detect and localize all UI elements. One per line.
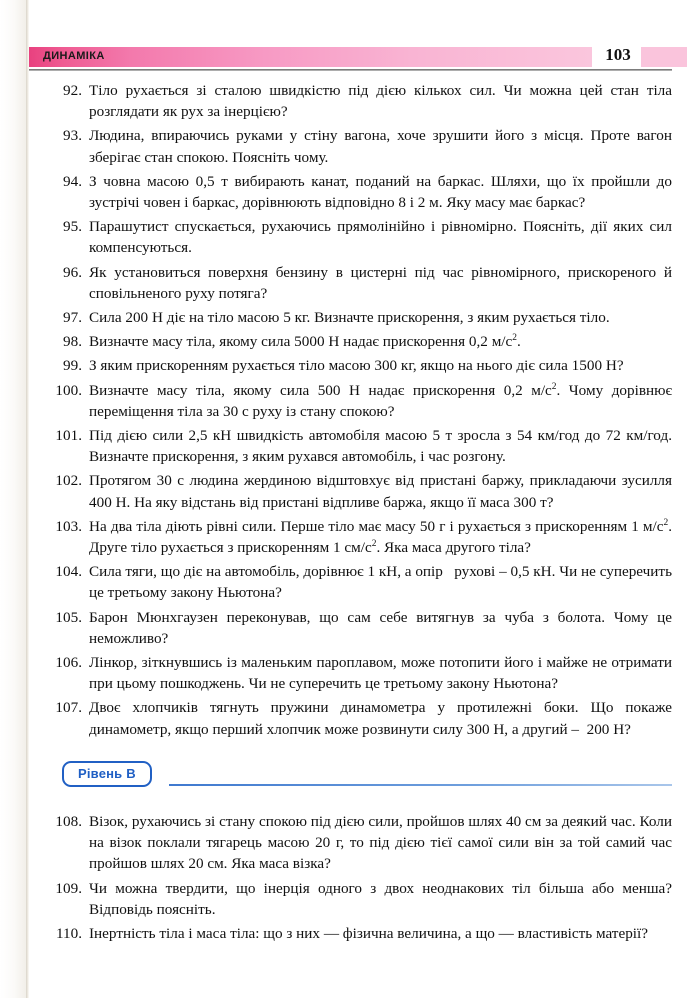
problem-text: На два тіла діють рівні сили. Перше тіло має масу 50 г і рухається з прискоренням 1 $м/с^2$. Друге тіло рухається з прискоренням 1 $см/с^2$. Яка маса другого тіла? <box>89 517 672 557</box>
problem-number: 96. <box>63 263 82 281</box>
problem-text: Як установиться поверхня бензину в цистерні під час рівномірного, прискореного й сповільненого руху потяга? <box>89 263 672 302</box>
problem-number: 103. <box>55 517 82 535</box>
problem-item <box>29 353 672 376</box>
problem-list-level-a <box>29 78 672 740</box>
problem-text: Двоє хлопчиків тягнуть пружини динамометра у протилежні боки. Що покаже динамометр, якщо перший хлопчик може розвинути силу 300 Н, а другий – 200 Н? <box>89 699 672 738</box>
problem-item <box>29 305 672 328</box>
problem-number: 93. <box>63 127 82 145</box>
problem-item <box>29 876 672 920</box>
page-number: 103 <box>597 43 639 68</box>
problem-text: Протягом 30 с людина жердиною відштовхує від пристані баржу, прикладаючи зусилля 400 Н. На яку відстань від пристані відпливе баржа, якщо її маса 300 т? <box>89 472 672 511</box>
problem-item <box>29 123 672 167</box>
level-divider-rule <box>169 784 672 786</box>
problem-item <box>29 329 672 352</box>
level-badge: Рівень В <box>62 761 152 787</box>
problem-number: 107. <box>55 699 82 717</box>
problem-number: 109. <box>55 879 82 897</box>
problem-text: Парашутист спускається, рухаючись прямолінійно і рівномірно. Поясніть, дії яких сил компенсуються. <box>89 218 672 257</box>
header-divider-rule <box>29 69 672 71</box>
problem-text: Чи можна твердити, що інерція одного з двох неоднакових тіл більша або менша? Відповідь поясніть. <box>89 879 672 918</box>
problem-item <box>29 605 672 649</box>
problem-number: 100. <box>55 381 82 399</box>
problem-number: 108. <box>55 812 82 830</box>
problem-number: 105. <box>55 608 82 626</box>
page-header <box>29 47 672 69</box>
problem-number: 110. <box>55 924 82 942</box>
level-section-marker <box>29 761 672 791</box>
problem-text: Визначте масу тіла, якому сила 5000 Н надає прискорення 0,2 $м/с^2$. <box>89 333 521 351</box>
problem-number: 99. <box>63 357 82 375</box>
problem-number: 106. <box>55 654 82 672</box>
problem-text: З човна масою 0,5 т вибирають канат, поданий на баркас. Шляхи, що їх пройшли до зустрічі човен і баркас, дорівнюють відповідно 8 і 2 м. Яку масу має баркас? <box>89 172 672 212</box>
problem-text: Інертність тіла і маса тіла: що з них — фізична величина, а що — властивість матерії? <box>89 924 648 942</box>
problem-number: 97. <box>63 309 82 327</box>
problem-text: Людина, впираючись руками у стіну вагона, хоче зрушити його з місця. Проте вагон зберігає стан спокою. Поясніть чому. <box>89 127 672 166</box>
problem-number: 95. <box>63 218 82 236</box>
problem-number: 101. <box>55 427 82 445</box>
problem-number: 92. <box>63 82 82 99</box>
problem-text: Визначте масу тіла, якому сила 500 Н надає прискорення 0,2 $м/с^2$. Чому дорівнює переміщення тіла за 30 с руху із стану спокою? <box>89 381 672 420</box>
problem-text: Сила 200 Н діє на тіло масою 5 кг. Визначте прискорення, з яким рухається тіло. <box>89 309 610 327</box>
problem-item <box>29 378 672 422</box>
problem-text: Тіло рухається зі сталою швидкістю під дією кількох сил. Чи можна цей стан тіла розглядати як рух за інерцією? <box>89 82 672 121</box>
problem-item <box>29 260 672 304</box>
problem-number: 94. <box>63 172 82 190</box>
problem-text: Барон Мюнхгаузен переконував, що сам себе витягнув за чуба з болота. Чому це неможливо? <box>89 608 672 647</box>
problem-item <box>29 921 672 944</box>
problem-number: 102. <box>55 472 82 490</box>
problem-item <box>29 650 672 694</box>
problem-text: З яким прискоренням рухається тіло масою 300 кг, якщо на нього діє сила 1500 Н? <box>89 357 624 375</box>
problem-item <box>29 214 672 258</box>
problem-item <box>29 169 672 213</box>
problem-item <box>29 809 672 875</box>
problem-item <box>29 514 672 558</box>
problem-item <box>29 559 672 603</box>
section-title: ДИНАМІКА <box>43 50 105 62</box>
problem-list-level-b <box>29 809 672 944</box>
problem-text: Сила тяги, що діє на автомобіль, дорівнює 1 кН, а опір рухові – 0,5 кН. Чи не суперечить це третьому закону Ньютона? <box>89 563 672 602</box>
problem-number: 98. <box>63 333 82 351</box>
problem-number: 104. <box>55 563 82 581</box>
problem-item <box>29 78 672 122</box>
problem-text: Візок, рухаючись зі стану спокою під дією сили, пройшов шлях 40 см за деякий час. Коли на візок поклали тягарець масою 20 г, то під дією тієї самої сили він за той самий час пройшов шлях 20 см. Яка маса візка? <box>89 812 672 873</box>
header-pink-bar-left <box>29 47 592 67</box>
header-pink-bar-right <box>641 47 687 67</box>
page-content <box>29 78 672 945</box>
problem-text: Під дією сили 2,5 кН швидкість автомобіля масою 5 т зросла з 54 км/год до 72 км/год. Визначте прискорення, з яким рухався автомобіль, і час розгону. <box>89 427 672 466</box>
problem-item <box>29 695 672 739</box>
page-gutter-shadow <box>0 0 26 998</box>
problem-item <box>29 423 672 467</box>
problem-text: Лінкор, зіткнувшись із маленьким пароплавом, може потопити його і майже не отримати при цьому пошкоджень. Чи не суперечить це третьому закону Ньютона? <box>89 654 672 693</box>
problem-item <box>29 468 672 512</box>
